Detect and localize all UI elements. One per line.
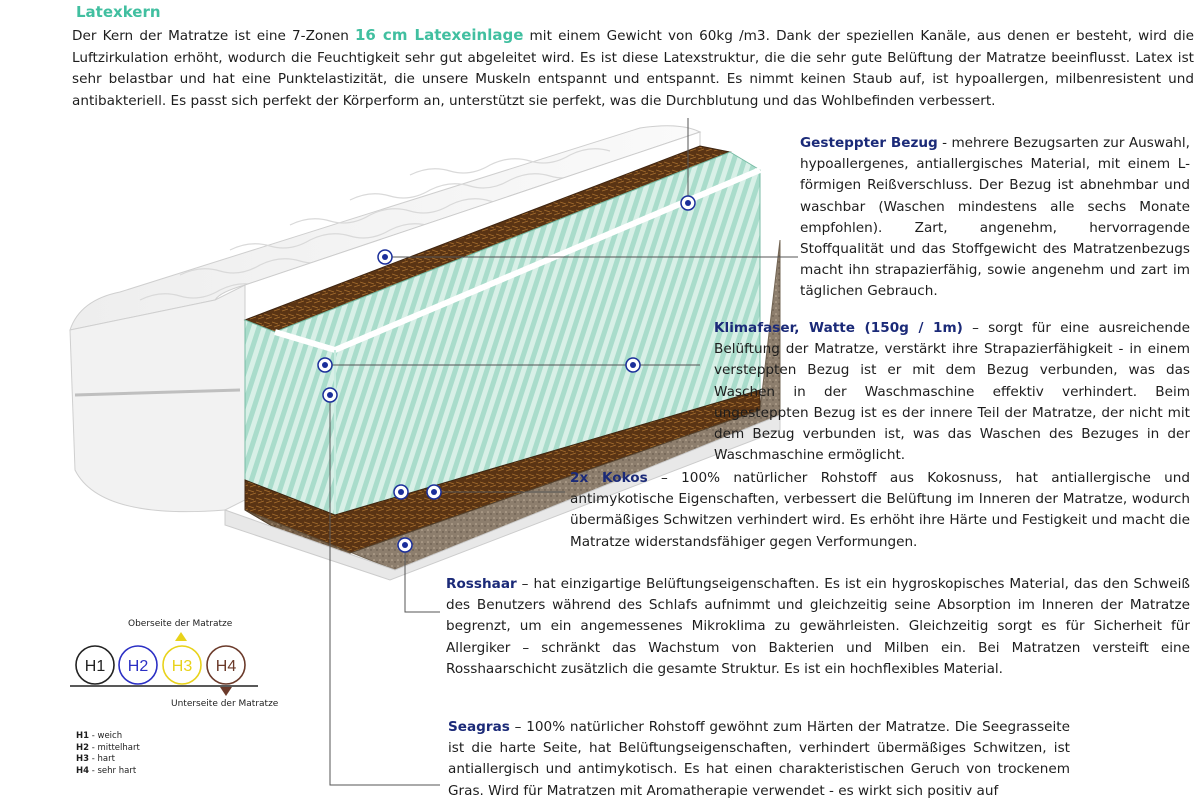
layer-text: 100% natürlicher Rohstoff aus Kokosnuss, hat antiallergische und antimykotische Eigenschaften, verbessert die Belüftung im Inneren der Matratze, wodurch übermäßiges Schwitzen verhindert wird. Es erhöht ihre Härte und Festigkeit und macht die Matratze widerstandsfähiger gegen Verformungen. <box>570 470 1190 550</box>
top-side-label: Oberseite der Matratze <box>128 619 233 629</box>
layer-heading: 2x Kokos <box>570 470 648 486</box>
marker-klima <box>318 358 332 372</box>
hardness-diagram <box>70 632 258 696</box>
layer-description-rosshaar: Rosshaar – hat einzigartige Belüftungseigenschaften. Es ist ein hygroskopisches Material, das den Schweiß des Benutzers während des Schlafs aufnimmt und gleichzeitig seine Absorption im Inneren der Matratze begrenzt, um ein angemessenes Mikroklima zu gewährleisten. Gleichzeitig sorgt es für Sicherheit für Allergiker – schränkt das Wachstum von Bakterien und Milben ein. Bei Matratzen versteift eine Rosshaarschicht zusätzlich die gesamte Struktur. Es ist ein hochflexibles Material. <box>446 576 1190 677</box>
hardness-legend <box>76 731 140 777</box>
layer-text: hat einzigartige Belüftungseigenschaften. Es ist ein hygroskopisches Material, das den Schweiß des Benutzers während des Schlafs aufnimmt und gleichzeitig seine Absorption im Inneren der Matratze begrenzt, um ein angemessenes Mikroklima zu gewährleisten. Gleichzeitig sorgt es für Sicherheit für Allergiker – schränkt das Wachstum von Bakterien und Milben ein. Bei Matratzen versteift eine Rosshaarschicht zusätzlich die gesamte Struktur. Es ist ein hochflexibles Material. <box>446 576 1190 677</box>
intro-text-after: mit einem Gewicht von 60kg /m3. Dank der speziellen Kanäle, aus denen er besteht, wird die Luftzirkulation erhöht, wodurch die Feuchtigkeit sehr gut abgeleitet wird. Es ist diese Latexstruktur, die die sehr gute Belüftung der Matratze beeinflusst. Latex ist sehr belastbar und hat eine Punktelastizität, die unsere Muskeln entspannt und entspannt. Es nimmt keinen Staub auf, ist hypoallergen, milbenresistent und antibakteriell. Es passt sich perfekt der Körperform an, unterstützt sie perfekt, was die Durchblutung und das Wohlbefinden verbessert. <box>72 28 1194 109</box>
legend-row: H4 - sehr hart <box>76 765 137 776</box>
section-title: Latexkern <box>76 3 161 21</box>
marker-cover-2 <box>378 250 392 264</box>
marker-cover <box>681 196 695 210</box>
layer-heading: Klimafaser, Watte (150g / 1m) <box>714 320 963 336</box>
layer-description-kokos: 2x Kokos – 100% natürlicher Rohstoff aus Kokosnuss, hat antiallergische und antimykotische Eigenschaften, verbessert die Belüftung im Inneren der Matratze, wodurch übermäßiges Schwitzen verhindert wird. Es erhöht ihre Härte und Festigkeit und macht die Matratze widerstandsfähiger gegen Verformungen. <box>570 470 1190 550</box>
hardness-h3-code: H3 <box>171 658 193 675</box>
layer-text: mehrere Bezugsarten zur Auswahl, hypoallergenes, antiallergisches Material, mit einem L-förmigen Reißverschluss. Der Bezug ist abnehmbar und waschbar (Waschen mindestens alle sechs Monate empfohlen). Zart, angenehm, hervorragende Stoffqualität und das Stoffgewicht des Matratzenbezugs macht ihn strapazierfähig, sowie angenehm und zart im täglichen Gebrauch. <box>800 135 1190 300</box>
legend-row: H1 - weich <box>76 731 123 741</box>
top-arrow-icon <box>175 632 187 641</box>
marker-klima-2 <box>626 358 640 372</box>
layer-description-seagras: Seagras – 100% natürlicher Rohstoff gewöhnt zum Härten der Matratze. Die Seegrasseite ist die harte Seite, hat Belüftungseigenschaften, verhindert übermäßiges Schwitzen, ist antiallergisch und antimykotisch. Es hat einen charakteristischen Geruch von trockenem Gras. Wird für Matratzen mit Aromatherapie verwendet - es wirkt sich positiv auf <box>448 719 1070 799</box>
legend-row: H3 - hart <box>76 754 115 764</box>
bottom-arrow-icon <box>220 687 232 696</box>
layer-text: sorgt für eine ausreichende Belüftung der Matratze, verstärkt ihre Strapazierfähigkeit - in einem versteppten Bezug ist er mit dem Bezug verbunden, was das Waschen in der Waschmaschine effektiv verhindert. Beim ungesteppten Bezug ist es der innere Teil der Matratze, der nicht mit dem Bezug verbunden ist, was das Waschen des Bezuges in der Waschmaschine ermöglicht. <box>714 320 1190 464</box>
marker-coconut-1 <box>394 485 408 499</box>
layer-description-klimafaser: Klimafaser, Watte (150g / 1m) – sorgt für eine ausreichende Belüftung der Matratze, verstärkt ihre Strapazierfähigkeit - in einem versteppten Bezug ist er mit dem Bezug verbunden, was das Waschen in der Waschmaschine effektiv verhindert. Beim ungesteppten Bezug ist es der innere Teil der Matratze, der nicht mit dem Bezug verbunden ist, was das Waschen des Bezuges in der Waschmaschine ermöglicht. <box>714 320 1190 464</box>
marker-horsehair <box>398 538 412 552</box>
hardness-h2-code: H2 <box>127 658 149 675</box>
legend-row: H2 - mittelhart <box>76 742 140 753</box>
layer-description-cover: Gesteppter Bezug - mehrere Bezugsarten zur Auswahl, hypoallergenes, antiallergisches Material, mit einem L-förmigen Reißverschluss. Der Bezug ist abnehmbar und waschbar (Waschen mindestens alle sechs Monate empfohlen). Zart, angenehm, hervorragende Stoffqualität und das Stoffgewicht des Matratzenbezugs macht ihn strapazierfähig, sowie angenehm und zart im täglichen Gebrauch. <box>800 135 1190 300</box>
layer-text: 100% natürlicher Rohstoff gewöhnt zum Härten der Matratze. Die Seegrasseite ist die harte Seite, hat Belüftungseigenschaften, verhindert übermäßiges Schwitzen, ist antiallergisch und antimykotisch. Es hat einen charakteristischen Geruch von trockenem Gras. Wird für Matratzen mit Aromatherapie verwendet - es wirkt sich positiv auf <box>448 719 1070 799</box>
hardness-h4-code: H4 <box>215 658 237 675</box>
layer-heading: Rosshaar <box>446 576 517 592</box>
hardness-h1-code: H1 <box>84 658 106 675</box>
marker-coconut-2 <box>427 485 441 499</box>
intro-highlight: 16 cm Latexeinlage <box>354 26 524 44</box>
bottom-side-label: Unterseite der Matratze <box>171 699 279 709</box>
marker-seagrass <box>323 388 337 402</box>
layer-heading: Gesteppter Bezug <box>800 135 938 151</box>
intro-text-before: Der Kern der Matratze ist eine 7-Zonen <box>72 28 355 44</box>
layer-heading: Seagras <box>448 719 510 735</box>
